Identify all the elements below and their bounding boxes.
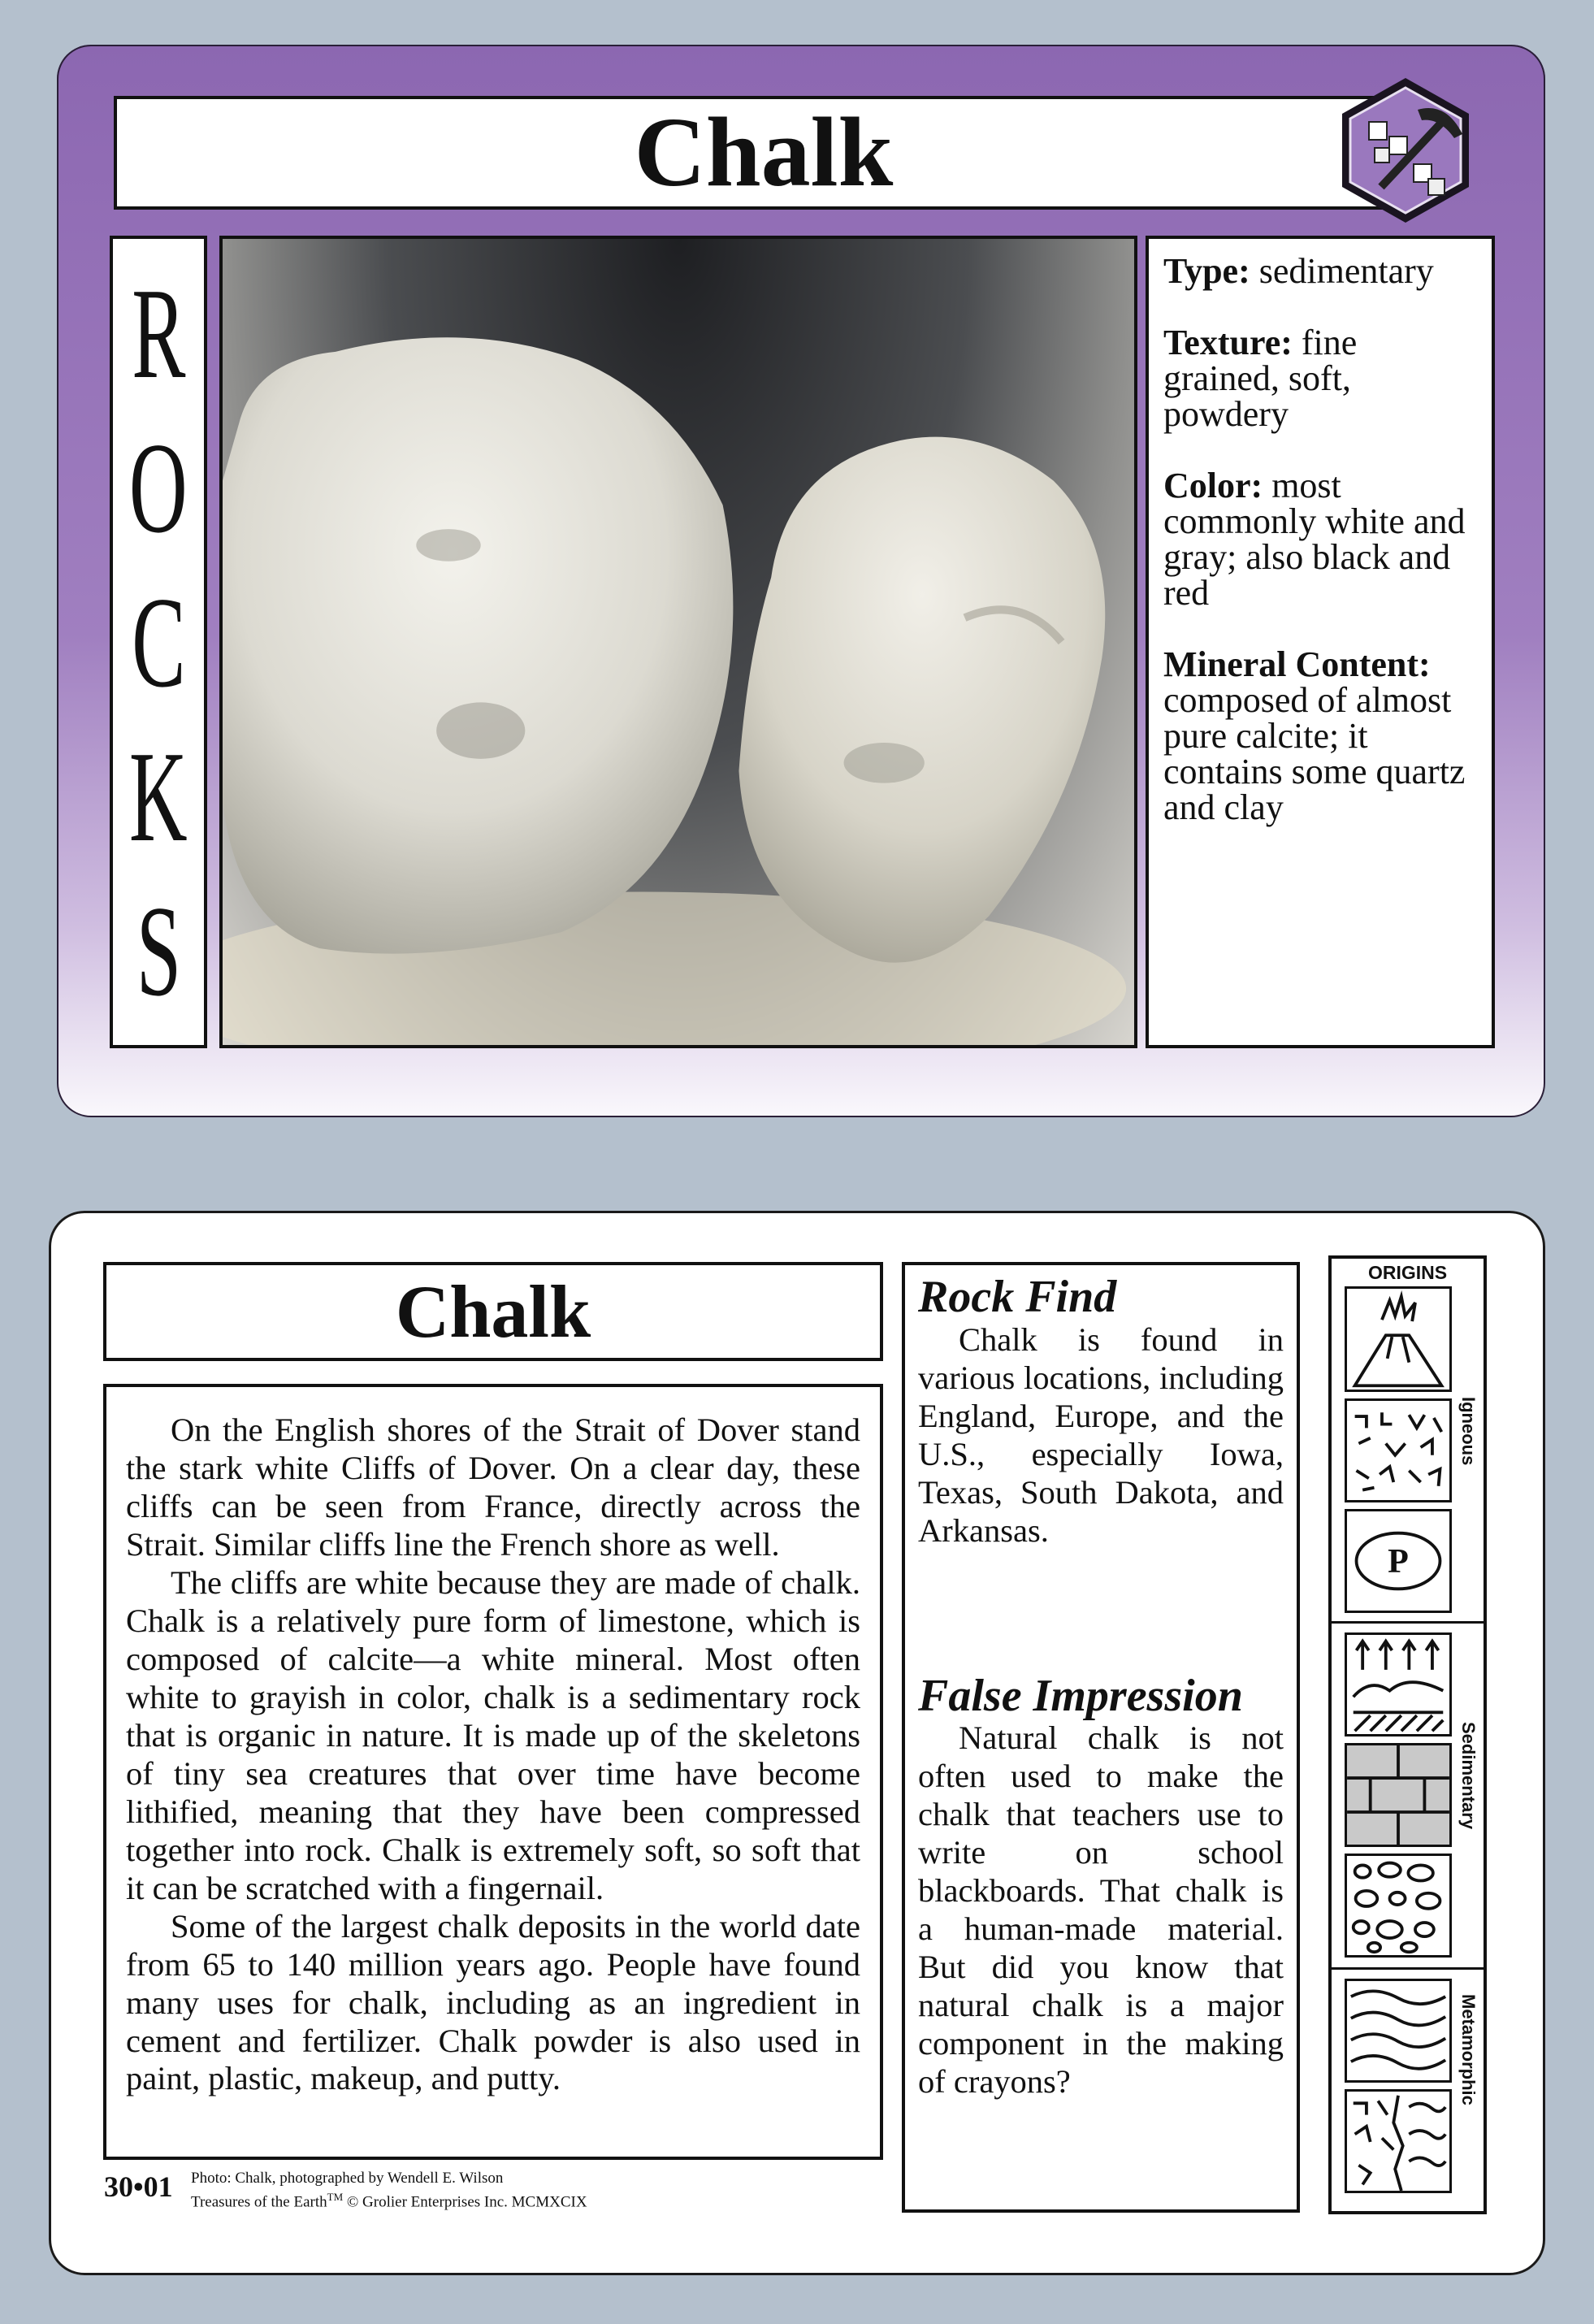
rock-info-panel xyxy=(1146,236,1495,1048)
rock-find-heading: Rock Find xyxy=(918,1272,1117,1322)
rocks-letter: K xyxy=(129,724,188,869)
card-number: 30•01 xyxy=(104,2170,173,2203)
description-paragraph: On the English shores of the Strait of Dover stand the stark white Cliffs of Dover. On a clear day, these cliffs can be seen from France, directly across the Strait. Similar cliffs line the French shore as well. xyxy=(126,1411,860,1563)
origins-divider xyxy=(1332,1621,1484,1624)
trademark: TM xyxy=(327,2190,344,2203)
info-value: most commonly white and gray; also black and red xyxy=(1163,466,1466,613)
volcano-icon xyxy=(1345,1286,1452,1392)
foliation-icon xyxy=(1345,1979,1452,2083)
photo-credit: Photo: Chalk, photographed by Wendell E. Wilson xyxy=(191,2170,504,2187)
back-title: Chalk xyxy=(395,1270,591,1353)
series-name: Treasures of the Earth xyxy=(191,2192,327,2210)
rock-find-text: Chalk is found in various locations, including England, Europe, and the U.S., especially Iowa, Texas, South Dakota, and Arkansas. xyxy=(918,1320,1284,1549)
igneous-texture-icon xyxy=(1345,1398,1452,1502)
false-impression-text: Natural chalk is not often used to make the chalk that teachers use to write on school blackboards. That chalk is a human-made material. But did you know that natural chalk is a major component in the making of crayons? xyxy=(918,1719,1284,2101)
back-title-box xyxy=(103,1262,883,1361)
metamorphic-label: Metamorphic xyxy=(1458,1994,1479,2105)
chalk-photo xyxy=(219,236,1137,1048)
facts-panel xyxy=(902,1262,1300,2213)
brick-layers-icon xyxy=(1345,1743,1452,1847)
info-label: Texture: xyxy=(1163,323,1293,362)
front-card xyxy=(57,45,1545,1117)
front-title: Chalk xyxy=(634,98,894,207)
description-panel xyxy=(103,1384,883,2160)
rocks-letter: R xyxy=(131,261,186,405)
rocks-letter: O xyxy=(129,415,188,560)
info-type xyxy=(1163,251,1477,291)
pebbles-icon xyxy=(1345,1854,1452,1958)
front-title-box xyxy=(114,96,1414,210)
copyright: © Grolier Enterprises Inc. MCMXCIX xyxy=(343,2192,587,2210)
info-color xyxy=(1163,468,1477,611)
rocks-banner xyxy=(110,236,207,1048)
info-value: composed of almost pure calcite; it contains some quartz and clay xyxy=(1163,680,1466,827)
info-label: Mineral Content: xyxy=(1163,644,1431,684)
info-texture xyxy=(1163,325,1477,432)
rock-hammer-badge-icon xyxy=(1332,73,1479,228)
copyright-line xyxy=(191,2190,587,2213)
info-value: fine grained, soft, powdery xyxy=(1163,323,1358,434)
back-card xyxy=(49,1211,1545,2275)
false-impression-heading: False Impression xyxy=(918,1670,1243,1721)
metamorphic-texture-icon xyxy=(1345,2089,1452,2193)
origins-divider xyxy=(1332,1967,1484,1970)
igneous-label: Igneous xyxy=(1458,1397,1479,1466)
info-value: sedimentary xyxy=(1250,251,1434,291)
info-label: Color: xyxy=(1163,466,1263,505)
description-paragraph: Some of the largest chalk deposits in the world date from 65 to 140 million years ago. People have found many uses for chalk, including as an ingredient in cement and fertilizer. Chalk powder is also used in paint, plastic, makeup, and putty. xyxy=(126,1907,860,2097)
origins-strip xyxy=(1328,1255,1487,2214)
description-paragraph: The cliffs are white because they are made of chalk. Chalk is a relatively pure form of limestone, which is composed of calcite—a white mineral. Most often white to grayish in color, chalk is a sedimentary rock that is organic in nature. It is made up of the skeletons of tiny sea creatures that over time have become lithified, meaning that they have been compressed together into rock. Chalk is extremely soft, so soft that it can be scratched with a fingernail. xyxy=(126,1563,860,1906)
rocks-letter: C xyxy=(131,570,186,714)
origins-title: ORIGINS xyxy=(1367,1262,1448,1283)
footer-credit xyxy=(191,2167,587,2213)
info-label: Type: xyxy=(1163,251,1250,291)
sediment-deposition-icon xyxy=(1345,1632,1452,1736)
origin-marker-box xyxy=(1345,1509,1452,1613)
rocks-letter: S xyxy=(136,878,181,1023)
origin-marker-label: P xyxy=(1388,1543,1409,1580)
sedimentary-label: Sedimentary xyxy=(1458,1722,1479,1830)
info-mineral-content xyxy=(1163,644,1477,827)
